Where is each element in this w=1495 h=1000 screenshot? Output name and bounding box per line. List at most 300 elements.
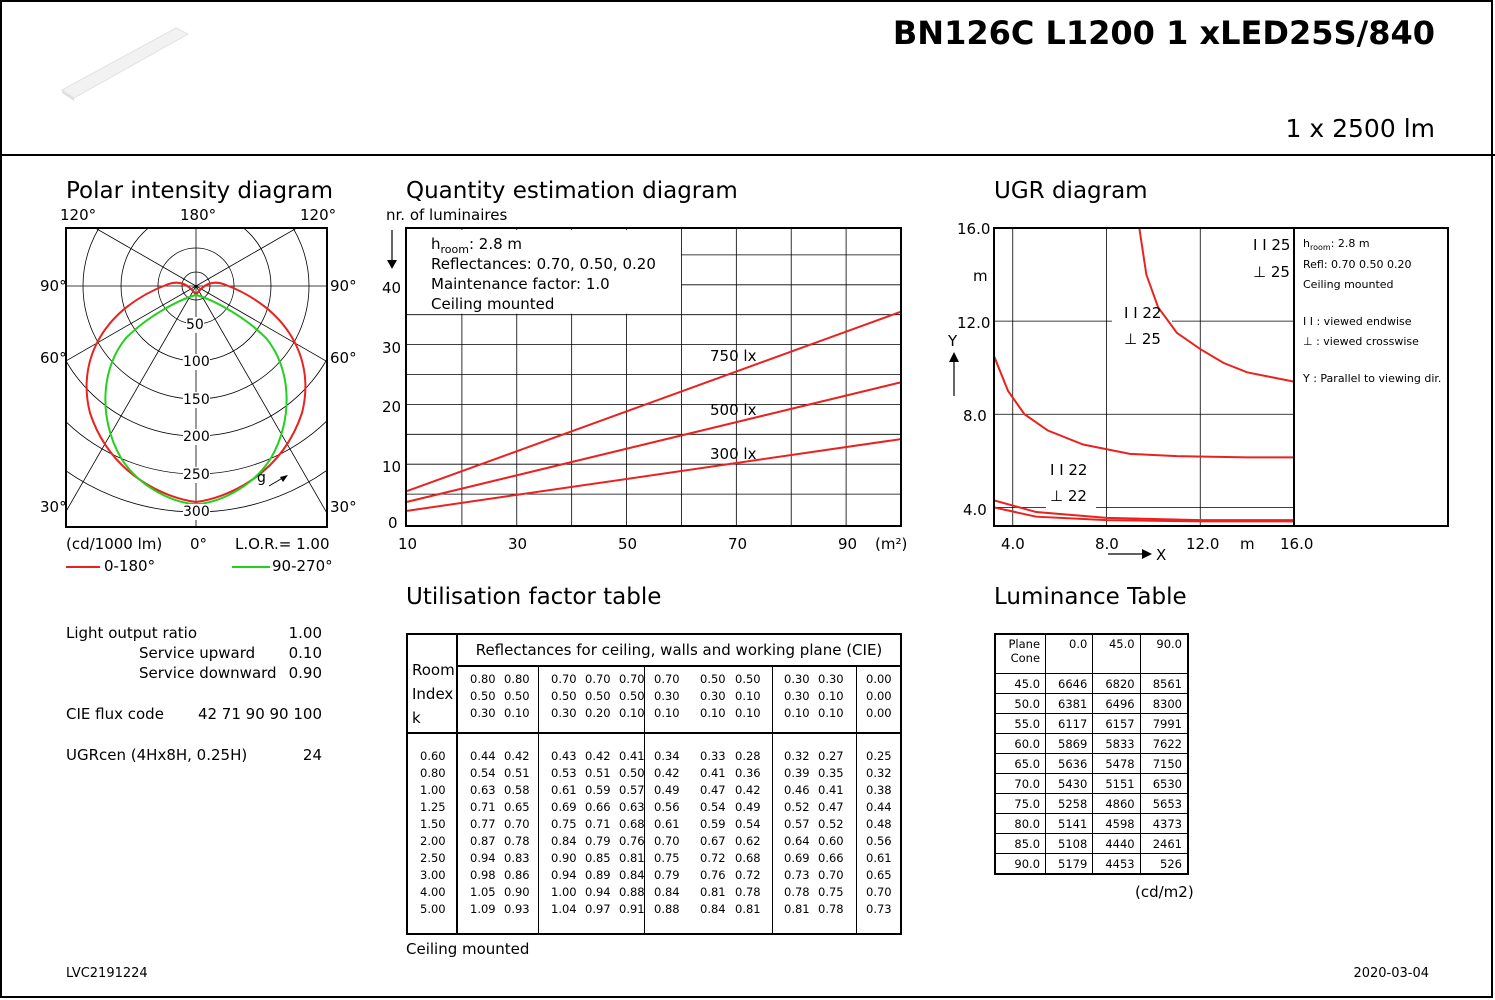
uf-cell: 0.25 — [866, 749, 892, 763]
ugr-y-arrow — [948, 352, 960, 398]
lum-row — [995, 834, 1188, 854]
ugr-xlabel: X — [1156, 546, 1167, 564]
polar-angle-90-right: 90° — [330, 277, 357, 295]
uf-k-value: 1.50 — [420, 817, 446, 831]
polar-ring-100: 100 — [183, 354, 210, 370]
uf-cell: 0.50 — [619, 766, 645, 780]
uf-cell: 0.91 — [619, 902, 645, 916]
uf-refl-2-5: 0.10 — [654, 706, 680, 720]
uf-cell: 0.72 — [700, 851, 726, 865]
lum-angle: 90.0 — [995, 854, 1046, 875]
uf-vline-group — [538, 665, 539, 935]
ugr-area-2a: I I 22 — [1124, 304, 1162, 322]
uf-cell: 0.86 — [504, 868, 530, 882]
uf-room-index-0: Room — [412, 661, 455, 679]
uf-k-value: 0.80 — [420, 766, 446, 780]
qe-xtick-30: 30 — [508, 535, 528, 553]
lum-angle: 65.0 — [995, 754, 1046, 774]
lum-col-45: 45.0 — [1093, 634, 1140, 674]
polar-ring-300: 300 — [183, 504, 210, 520]
uf-refl-2-2: 0.30 — [551, 706, 577, 720]
lum-value: 6530 — [1140, 774, 1188, 794]
uf-refl-1-5: 0.30 — [654, 689, 680, 703]
lum-value: 4373 — [1140, 814, 1188, 834]
uf-cell: 1.04 — [551, 902, 577, 916]
uf-cell: 0.59 — [700, 817, 726, 831]
lum-row — [995, 674, 1188, 694]
ugr-area-1b: ⊥ 25 — [1253, 263, 1290, 281]
qe-ytick-20: 20 — [382, 398, 402, 416]
uf-cell: 0.89 — [585, 868, 611, 882]
uf-refl-0-0: 0.80 — [470, 672, 496, 686]
lum-value: 6820 — [1093, 674, 1140, 694]
uf-vline-group — [856, 665, 857, 935]
uf-cell: 0.70 — [504, 817, 530, 831]
lum-value: 5833 — [1093, 734, 1140, 754]
footer-date: 2020-03-04 — [1353, 966, 1429, 981]
uf-cell: 0.97 — [585, 902, 611, 916]
polar-ring-200: 200 — [183, 429, 210, 445]
uf-cell: 0.56 — [654, 800, 680, 814]
legend-red-line — [66, 566, 100, 568]
lum-value: 6157 — [1093, 714, 1140, 734]
polar-ring-50: 50 — [186, 317, 204, 333]
uf-cell: 0.93 — [504, 902, 530, 916]
ugr-ylabel: Y — [948, 332, 958, 350]
uf-cell: 1.05 — [470, 885, 496, 899]
uf-k-value: 1.00 — [420, 783, 446, 797]
uf-cell: 0.66 — [585, 800, 611, 814]
uf-cell: 0.61 — [551, 783, 577, 797]
qe-ytick-10: 10 — [382, 458, 402, 476]
lum-value: 5258 — [1046, 794, 1093, 814]
polar-angle-120-left: 120° — [60, 206, 97, 224]
ugr-series-line — [994, 356, 1294, 457]
uf-cell: 0.88 — [654, 902, 680, 916]
lum-value: 5653 — [1140, 794, 1188, 814]
uf-cell: 0.78 — [784, 885, 810, 899]
uf-cell: 0.70 — [654, 834, 680, 848]
lum-angle: 85.0 — [995, 834, 1046, 854]
uf-cell: 0.47 — [818, 800, 844, 814]
lum-angle: 75.0 — [995, 794, 1046, 814]
legend-green-label: 90-270° — [272, 557, 333, 575]
ugr-xtick-8: 8.0 — [1095, 535, 1119, 553]
uf-refl-1-2: 0.50 — [551, 689, 577, 703]
uf-cell: 0.75 — [654, 851, 680, 865]
lum-value: 5430 — [1046, 774, 1093, 794]
ugr-ytick-4: 4.0 — [963, 501, 987, 519]
uf-cell: 0.78 — [818, 902, 844, 916]
uf-cell: 0.60 — [818, 834, 844, 848]
uf-cell: 0.67 — [700, 834, 726, 848]
uf-cell: 0.27 — [818, 749, 844, 763]
uf-cell: 0.53 — [551, 766, 577, 780]
uf-cell: 0.41 — [818, 783, 844, 797]
lum-value: 5141 — [1046, 814, 1093, 834]
uf-cell: 0.47 — [700, 783, 726, 797]
uf-cell: 0.39 — [784, 766, 810, 780]
uf-k-value: 2.00 — [420, 834, 446, 848]
uf-hline-mid — [408, 732, 902, 734]
ugr-ytick-8: 8.0 — [963, 407, 987, 425]
uf-refl-1-3: 0.50 — [585, 689, 611, 703]
lum-value: 4453 — [1093, 854, 1140, 875]
uf-cell: 0.84 — [551, 834, 577, 848]
uf-cell: 0.57 — [784, 817, 810, 831]
spec-upward-value: 0.10 — [288, 644, 322, 662]
uf-cell: 0.79 — [654, 868, 680, 882]
uf-cell: 0.76 — [700, 868, 726, 882]
qe-ytick-0: 0 — [388, 514, 398, 532]
uf-refl-2-10: 0.00 — [866, 706, 892, 720]
qe-series-300: 300 lx — [710, 445, 757, 463]
ugr-xtick-4: 4.0 — [1001, 535, 1025, 553]
footer-code: LVC2191224 — [66, 966, 148, 981]
lum-value: 5151 — [1093, 774, 1140, 794]
lum-value: 4598 — [1093, 814, 1140, 834]
ugr-info-h: $h_{room}$: 2.8 m — [1303, 237, 1370, 253]
uf-cell: 0.64 — [784, 834, 810, 848]
polar-angle-30-left: 30° — [40, 498, 67, 516]
lum-corner: Plane Cone — [995, 634, 1046, 674]
lum-value: 6646 — [1046, 674, 1093, 694]
uf-cell: 0.28 — [735, 749, 761, 763]
uf-cell: 0.58 — [504, 783, 530, 797]
lum-value: 7622 — [1140, 734, 1188, 754]
uf-header: Reflectances for ceiling, walls and working plane (CIE) — [475, 641, 883, 659]
spec-downward-label: Service downward — [139, 664, 277, 682]
lum-row — [995, 714, 1188, 734]
lum-angle: 45.0 — [995, 674, 1046, 694]
polar-angle-180: 180° — [180, 206, 217, 224]
uf-cell: 0.70 — [818, 868, 844, 882]
qe-info-ceiling: Ceiling mounted — [431, 295, 555, 313]
uf-refl-0-6: 0.50 — [700, 672, 726, 686]
qe-ylabel: nr. of luminaires — [386, 206, 508, 224]
lum-col-90: 90.0 — [1140, 634, 1188, 674]
qe-series-line — [407, 439, 901, 511]
lum-value: 2461 — [1140, 834, 1188, 854]
lum-row — [995, 694, 1188, 714]
uf-cell: 0.65 — [866, 868, 892, 882]
uf-refl-0-7: 0.50 — [735, 672, 761, 686]
lum-value: 6117 — [1046, 714, 1093, 734]
legend-red-label: 0-180° — [104, 557, 156, 575]
ugr-title: UGR diagram — [994, 178, 1148, 204]
polar-lor: L.O.R.= 1.00 — [235, 535, 330, 553]
ugr-ytick-12: 12.0 — [957, 314, 991, 332]
polar-angle-60-left: 60° — [40, 349, 67, 367]
uf-cell: 0.49 — [735, 800, 761, 814]
uf-footnote: Ceiling mounted — [406, 940, 530, 958]
uf-cell: 0.72 — [735, 868, 761, 882]
polar-angle-60-right: 60° — [330, 349, 357, 367]
uf-cell: 0.66 — [818, 851, 844, 865]
uf-cell: 0.98 — [470, 868, 496, 882]
uf-cell: 1.00 — [551, 885, 577, 899]
uf-room-index-2: k — [412, 709, 421, 727]
uf-cell: 0.61 — [654, 817, 680, 831]
uf-room-index-1: Index — [412, 685, 454, 703]
lum-col-0: 0.0 — [1046, 634, 1093, 674]
lum-value: 6496 — [1093, 694, 1140, 714]
uf-cell: 0.41 — [619, 749, 645, 763]
qe-xtick-70: 70 — [728, 535, 748, 553]
uf-refl-0-4: 0.70 — [619, 672, 645, 686]
qe-series-line — [407, 382, 901, 502]
uf-cell: 0.76 — [619, 834, 645, 848]
uf-cell: 0.73 — [784, 868, 810, 882]
uf-cell: 0.84 — [700, 902, 726, 916]
qe-ytick-40: 40 — [382, 279, 402, 297]
uf-refl-1-10: 0.00 — [866, 689, 892, 703]
lum-row — [995, 814, 1188, 834]
uf-cell: 0.54 — [470, 766, 496, 780]
ugr-info-y: Y : Parallel to viewing dir. — [1303, 372, 1442, 385]
uf-cell: 0.41 — [700, 766, 726, 780]
polar-ring-250: 250 — [183, 467, 210, 483]
polar-angle-90-left: 90° — [40, 277, 67, 295]
uf-cell: 0.94 — [585, 885, 611, 899]
lum-row — [995, 734, 1188, 754]
lum-value: 4440 — [1093, 834, 1140, 854]
uf-cell: 0.83 — [504, 851, 530, 865]
lum-value: 4860 — [1093, 794, 1140, 814]
qe-info-refl: Reflectances: 0.70, 0.50, 0.20 — [431, 255, 656, 273]
lum-value: 5108 — [1046, 834, 1093, 854]
lum-value: 8561 — [1140, 674, 1188, 694]
uf-cell: 0.90 — [551, 851, 577, 865]
uf-cell: 0.79 — [585, 834, 611, 848]
uf-cell: 0.63 — [619, 800, 645, 814]
lum-value: 5478 — [1093, 754, 1140, 774]
uf-cell: 0.70 — [866, 885, 892, 899]
lum-angle: 55.0 — [995, 714, 1046, 734]
uf-cell: 0.51 — [504, 766, 530, 780]
lum-angle: 70.0 — [995, 774, 1046, 794]
uf-refl-0-5: 0.70 — [654, 672, 680, 686]
legend-green-line — [232, 566, 270, 568]
uf-table — [406, 633, 902, 935]
uf-refl-0-1: 0.80 — [504, 672, 530, 686]
ugr-x-arrow — [1108, 548, 1154, 560]
uf-cell: 0.43 — [551, 749, 577, 763]
uf-refl-1-1: 0.50 — [504, 689, 530, 703]
uf-cell: 0.73 — [866, 902, 892, 916]
uf-cell: 0.52 — [784, 800, 810, 814]
uf-cell: 0.61 — [866, 851, 892, 865]
ugr-info-endwise: I I : viewed endwise — [1303, 315, 1412, 328]
qe-series-500: 500 lx — [710, 401, 757, 419]
lum-row — [995, 754, 1188, 774]
uf-refl-1-0: 0.50 — [470, 689, 496, 703]
qe-info-maint: Maintenance factor: 1.0 — [431, 275, 610, 293]
uf-refl-1-4: 0.50 — [619, 689, 645, 703]
lum-value: 7991 — [1140, 714, 1188, 734]
lum-value: 6381 — [1046, 694, 1093, 714]
uf-refl-2-0: 0.30 — [470, 706, 496, 720]
uf-cell: 0.71 — [470, 800, 496, 814]
uf-cell: 0.90 — [504, 885, 530, 899]
flux-label: 1 x 2500 lm — [1285, 114, 1435, 143]
uf-cell: 0.34 — [654, 749, 680, 763]
polar-title: Polar intensity diagram — [66, 178, 334, 204]
uf-cell: 0.52 — [818, 817, 844, 831]
uf-cell: 0.85 — [585, 851, 611, 865]
uf-cell: 0.33 — [700, 749, 726, 763]
uf-k-value: 4.00 — [420, 885, 446, 899]
lum-row — [995, 774, 1188, 794]
uf-cell: 0.81 — [700, 885, 726, 899]
uf-cell: 0.42 — [504, 749, 530, 763]
polar-angle-0: 0° — [190, 535, 208, 553]
qe-title: Quantity estimation diagram — [406, 178, 738, 204]
spec-ugr-value: 24 — [302, 746, 322, 764]
spec-ugr-label: UGRcen (4Hx8H, 0.25H) — [66, 746, 248, 764]
uf-cell: 0.56 — [866, 834, 892, 848]
uf-cell: 0.69 — [551, 800, 577, 814]
uf-refl-2-6: 0.10 — [700, 706, 726, 720]
uf-k-value: 2.50 — [420, 851, 446, 865]
ugr-ytick-16: 16.0 — [957, 220, 991, 238]
uf-cell: 0.88 — [619, 885, 645, 899]
uf-cell: 0.62 — [735, 834, 761, 848]
uf-cell: 0.68 — [619, 817, 645, 831]
uf-cell: 0.32 — [784, 749, 810, 763]
ugr-area-3a: I I 22 — [1050, 461, 1088, 479]
uf-cell: 0.49 — [654, 783, 680, 797]
qe-series-750: 750 lx — [710, 347, 757, 365]
uf-refl-1-8: 0.30 — [784, 689, 810, 703]
spec-cie-value: 42 71 90 90 100 — [197, 705, 322, 723]
uf-k-value: 5.00 — [420, 902, 446, 916]
lum-value: 5636 — [1046, 754, 1093, 774]
uf-cell: 0.44 — [470, 749, 496, 763]
uf-cell: 0.71 — [585, 817, 611, 831]
uf-cell: 0.38 — [866, 783, 892, 797]
polar-angle-120-right: 120° — [300, 206, 337, 224]
uf-cell: 0.81 — [619, 851, 645, 865]
uf-cell: 0.75 — [551, 817, 577, 831]
uf-cell: 0.65 — [504, 800, 530, 814]
polar-angle-30-right: 30° — [330, 498, 357, 516]
uf-vline-k — [456, 635, 458, 935]
uf-refl-1-6: 0.30 — [700, 689, 726, 703]
uf-cell: 0.77 — [470, 817, 496, 831]
uf-refl-0-2: 0.70 — [551, 672, 577, 686]
polar-unit: (cd/1000 lm) — [66, 535, 163, 553]
uf-cell: 0.42 — [654, 766, 680, 780]
header-divider — [0, 154, 1495, 156]
spec-cie-label: CIE flux code — [66, 705, 164, 723]
uf-cell: 0.54 — [735, 817, 761, 831]
qe-info-h: $h_{room}$: 2.8 m — [431, 235, 523, 256]
uf-refl-1-7: 0.10 — [735, 689, 761, 703]
product-title: BN126C L1200 1 xLED25S/840 — [892, 14, 1435, 52]
uf-vline-group — [772, 665, 773, 935]
uf-refl-2-9: 0.10 — [818, 706, 844, 720]
uf-k-value: 1.25 — [420, 800, 446, 814]
spec-downward-value: 0.90 — [288, 664, 322, 682]
qe-xtick-90: 90 — [838, 535, 858, 553]
uf-k-value: 3.00 — [420, 868, 446, 882]
uf-refl-1-9: 0.10 — [818, 689, 844, 703]
ugr-area-2b: ⊥ 25 — [1124, 330, 1161, 348]
ugr-xtick-m: m — [1240, 535, 1255, 553]
lum-title: Luminance Table — [994, 584, 1187, 610]
uf-refl-0-3: 0.70 — [585, 672, 611, 686]
lum-unit: (cd/m2) — [1135, 883, 1194, 901]
lum-value: 7150 — [1140, 754, 1188, 774]
uf-refl-2-3: 0.20 — [585, 706, 611, 720]
qe-xunit: (m²) — [875, 535, 908, 553]
uf-title: Utilisation factor table — [406, 584, 662, 610]
ugr-info-refl: Refl: 0.70 0.50 0.20 — [1303, 258, 1412, 271]
uf-cell: 0.63 — [470, 783, 496, 797]
uf-cell: 1.09 — [470, 902, 496, 916]
uf-cell: 0.35 — [818, 766, 844, 780]
spec-lor-label: Light output ratio — [66, 624, 198, 642]
uf-cell: 0.78 — [504, 834, 530, 848]
uf-cell: 0.78 — [735, 885, 761, 899]
uf-cell: 0.36 — [735, 766, 761, 780]
lum-value: 5869 — [1046, 734, 1093, 754]
uf-cell: 0.75 — [818, 885, 844, 899]
uf-cell: 0.44 — [866, 800, 892, 814]
uf-refl-2-8: 0.10 — [784, 706, 810, 720]
ugr-info-crosswise: ⊥ : viewed crosswise — [1303, 335, 1419, 348]
uf-cell: 0.81 — [735, 902, 761, 916]
lum-angle: 80.0 — [995, 814, 1046, 834]
ugr-info-ceiling: Ceiling mounted — [1303, 278, 1394, 291]
ugr-xtick-12: 12.0 — [1186, 535, 1220, 553]
spec-lor-value: 1.00 — [288, 624, 322, 642]
ugr-ytick-m: m — [973, 267, 988, 285]
uf-cell: 0.69 — [784, 851, 810, 865]
uf-cell: 0.59 — [585, 783, 611, 797]
spec-upward-label: Service upward — [139, 644, 256, 662]
lum-value: 5179 — [1046, 854, 1093, 875]
uf-k-value: 0.60 — [420, 749, 446, 763]
qe-xtick-10: 10 — [398, 535, 418, 553]
lum-value: 526 — [1140, 854, 1188, 875]
uf-cell: 0.68 — [735, 851, 761, 865]
lum-angle: 60.0 — [995, 734, 1046, 754]
uf-refl-0-10: 0.00 — [866, 672, 892, 686]
uf-cell: 0.84 — [654, 885, 680, 899]
qe-xtick-50: 50 — [618, 535, 638, 553]
lum-angle: 50.0 — [995, 694, 1046, 714]
uf-cell: 0.48 — [866, 817, 892, 831]
uf-cell: 0.54 — [700, 800, 726, 814]
uf-refl-0-9: 0.30 — [818, 672, 844, 686]
lum-value: 8300 — [1140, 694, 1188, 714]
uf-cell: 0.46 — [784, 783, 810, 797]
uf-cell: 0.84 — [619, 868, 645, 882]
uf-cell: 0.51 — [585, 766, 611, 780]
uf-hline-top — [456, 665, 902, 667]
uf-cell: 0.94 — [551, 868, 577, 882]
lum-row — [995, 854, 1188, 875]
lum-table — [994, 633, 1189, 875]
polar-gamma-label: g — [257, 470, 266, 486]
uf-cell: 0.42 — [735, 783, 761, 797]
ugr-area-1a: I I 25 — [1253, 236, 1291, 254]
ugr-area-3b: ⊥ 22 — [1050, 487, 1087, 505]
uf-refl-2-7: 0.10 — [735, 706, 761, 720]
qe-chart — [406, 228, 902, 528]
